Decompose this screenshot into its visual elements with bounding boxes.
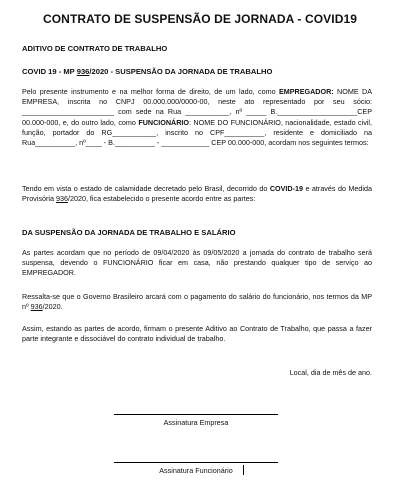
parties-text-3: : NOME DO FUNCIONÁRIO, nacionalidade, estado civil, função, portador do RG___________, inscrito no CPF__________, residente e domiciliado na Rua__________, nº____ - B.__________ - ____________ CEP 00.000-000, acordam nos seguintes termos: (22, 117, 372, 148)
salary-text-1: Ressalta-se que o Governo Brasileiro arcará com o pagamento do salário do funcionário, nos termos da MP nº (22, 292, 372, 312)
company-signature-line (114, 414, 278, 415)
parties-text-1: Pelo presente instrumento e na melhor forma de direito, de um lado, como (22, 87, 279, 96)
mp-heading (22, 67, 272, 76)
parties-paragraph (22, 87, 372, 148)
calamity-text-1: Tendo em vista o estado de calamidade decretado pelo Brasil, decorrido do (22, 184, 270, 193)
document-title: CONTRATO DE SUSPENSÃO DE JORNADA - COVID19 (42, 12, 358, 26)
covid-label: COVID-19 (269, 184, 303, 193)
agreement-paragraph: Assim, estando as partes de acordo, firmam o presente Aditivo ao Contrato de Trabalho, que passa a fazer parte integrante e dissociável do contrato individual de trabalho. (22, 324, 372, 344)
salary-mp-number: 936 (30, 302, 43, 312)
mp-heading-suffix: /2020 - SUSPENSÃO DA JORNADA DE TRABALHO (89, 67, 273, 76)
contract-addendum-heading: ADITIVO DE CONTRATO DE TRABALHO (22, 44, 168, 53)
calamity-text-2: e através do Medida Provisória (22, 184, 373, 204)
calamity-mp-number: 936 (55, 194, 68, 204)
employee-signature-line (114, 462, 278, 463)
employee-signature-label: Assinatura Funcionário (159, 466, 233, 475)
calamity-paragraph (22, 184, 372, 204)
parties-text-2: NOME DA EMPRESA, inscrita no CNPJ 00.000.000/0000-00, neste ato representado por seu sócio: _______________________ com sede na Rua ___________, nº _____ B.____________________CEP 00.000-000, e, do outro lado, como (22, 87, 372, 127)
suspension-paragraph: As partes acordam que no período de 09/04/2020 às 09/05/2020 a jornada do contrato de trabalho será suspensa, devendo o FUNCIONÁRIO ficar em casa, não prestando qualquer tipo de serviço ao EMPREGADOR. (22, 248, 372, 278)
employer-label: EMPREGADOR: (278, 87, 334, 96)
company-signature-label: Assinatura Empresa (163, 418, 229, 427)
salary-paragraph (22, 292, 372, 312)
salary-text-2: /2020. (42, 302, 63, 312)
mp-number: 936 (76, 67, 90, 76)
place-date: Local, dia de mês de ano. (289, 368, 372, 377)
section-heading: DA SUSPENSÃO DA JORNADA DE TRABALHO E SALÁRIO (22, 228, 236, 237)
calamity-text-3: /2020, fica estabelecido o presente acordo entre as partes: (67, 194, 256, 204)
employee-label: FUNCIONÁRIO (138, 117, 190, 127)
text-cursor (243, 465, 244, 475)
mp-heading-prefix: COVID 19 - MP (22, 67, 77, 76)
